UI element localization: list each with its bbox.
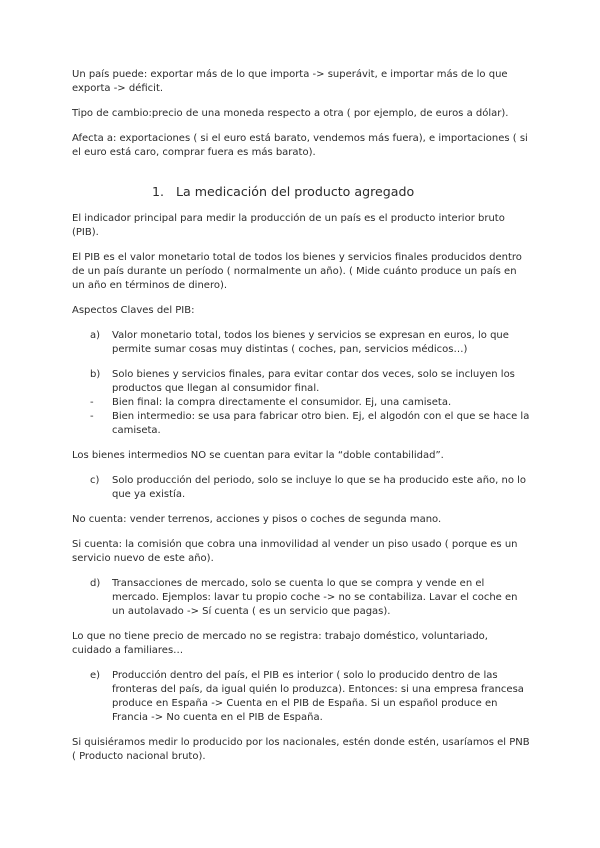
dash-marker: - — [90, 411, 94, 422]
list-marker: d) — [90, 578, 101, 589]
list-item-text: Solo producción del periodo, solo se incluye lo que se ha producido este año, no lo que ya existía. — [112, 475, 527, 500]
sub-list-item-text: Bien final: la compra directamente el consumidor. Ej, una camiseta. — [112, 397, 452, 408]
dash-marker: - — [90, 397, 94, 408]
list-item — [72, 329, 530, 357]
list-marker: a) — [90, 330, 101, 341]
paragraph: Un país puede: exportar más de lo que importa -> superávit, e importar más de lo que exporta -> déficit. — [72, 69, 508, 94]
list-item-text: Valor monetario total, todos los bienes y servicios se expresan en euros, lo que permite sumar cosas muy distintas ( coches, pan, servicios médicos…) — [112, 330, 509, 355]
paragraph: Tipo de cambio:precio de una moneda respecto a otra ( por ejemplo, de euros a dólar). — [72, 108, 509, 119]
paragraph: No cuenta: vender terrenos, acciones y pisos o coches de segunda mano. — [72, 514, 442, 525]
sub-list-item — [72, 410, 530, 438]
list-marker: e) — [90, 670, 101, 681]
list-item — [72, 368, 530, 396]
paragraph: Lo que no tiene precio de mercado no se registra: trabajo doméstico, voluntariado, cuidado a familiares… — [72, 631, 488, 656]
section-heading — [72, 184, 530, 200]
list-item — [72, 474, 530, 502]
paragraph: El indicador principal para medir la producción de un país es el producto interior bruto (PIB). — [72, 213, 505, 238]
section-number: 1. — [152, 184, 165, 199]
list-item-text: Transacciones de mercado, solo se cuenta lo que se compra y vende en el mercado. Ejemplos: lavar tu propio coche -> no se contabiliza. Lavar el coche en un autolavado -> Sí cuenta ( es un servicio que pagas). — [112, 578, 518, 617]
paragraph: Aspectos Claves del PIB: — [72, 305, 195, 316]
list-item-text: Producción dentro del país, el PIB es interior ( solo lo producido dentro de las fronteras del país, da igual quién lo produzca). Entonces: si una empresa francesa produce en España -> Cuenta en el PIB de España. Si un español produce en Francia -> No cuenta en el PIB de España. — [112, 670, 524, 723]
list-item — [72, 577, 530, 619]
paragraph: Si cuenta: la comisión que cobra una inmovilidad al vender un piso usado ( porque es un servicio nuevo de este año). — [72, 539, 518, 564]
list-marker: b) — [90, 369, 101, 380]
section-title: La medicación del producto agregado — [176, 184, 415, 199]
paragraph: El PIB es el valor monetario total de todos los bienes y servicios finales producidos dentro de un país durante un período ( normalmente un año). ( Mide cuánto produce un país en un año en términos de dinero). — [72, 252, 522, 291]
list-marker: c) — [90, 475, 100, 486]
list-item — [72, 669, 530, 725]
list-item-text: Solo bienes y servicios finales, para evitar contar dos veces, solo se incluyen los productos que llegan al consumidor final. — [112, 369, 515, 394]
paragraph: Afecta a: exportaciones ( si el euro está barato, vendemos más fuera), e importaciones ( si el euro está caro, comprar fuera es más barato). — [72, 133, 528, 158]
paragraph: Los bienes intermedios NO se cuentan para evitar la “doble contabilidad”. — [72, 450, 444, 461]
sub-list-item-text: Bien intermedio: se usa para fabricar otro bien. Ej, el algodón con el que se hace la camiseta. — [112, 411, 530, 436]
paragraph: Si quisiéramos medir lo producido por los nacionales, estén donde estén, usaríamos el PNB ( Producto nacional bruto). — [72, 737, 530, 762]
sub-list-item — [72, 396, 530, 410]
